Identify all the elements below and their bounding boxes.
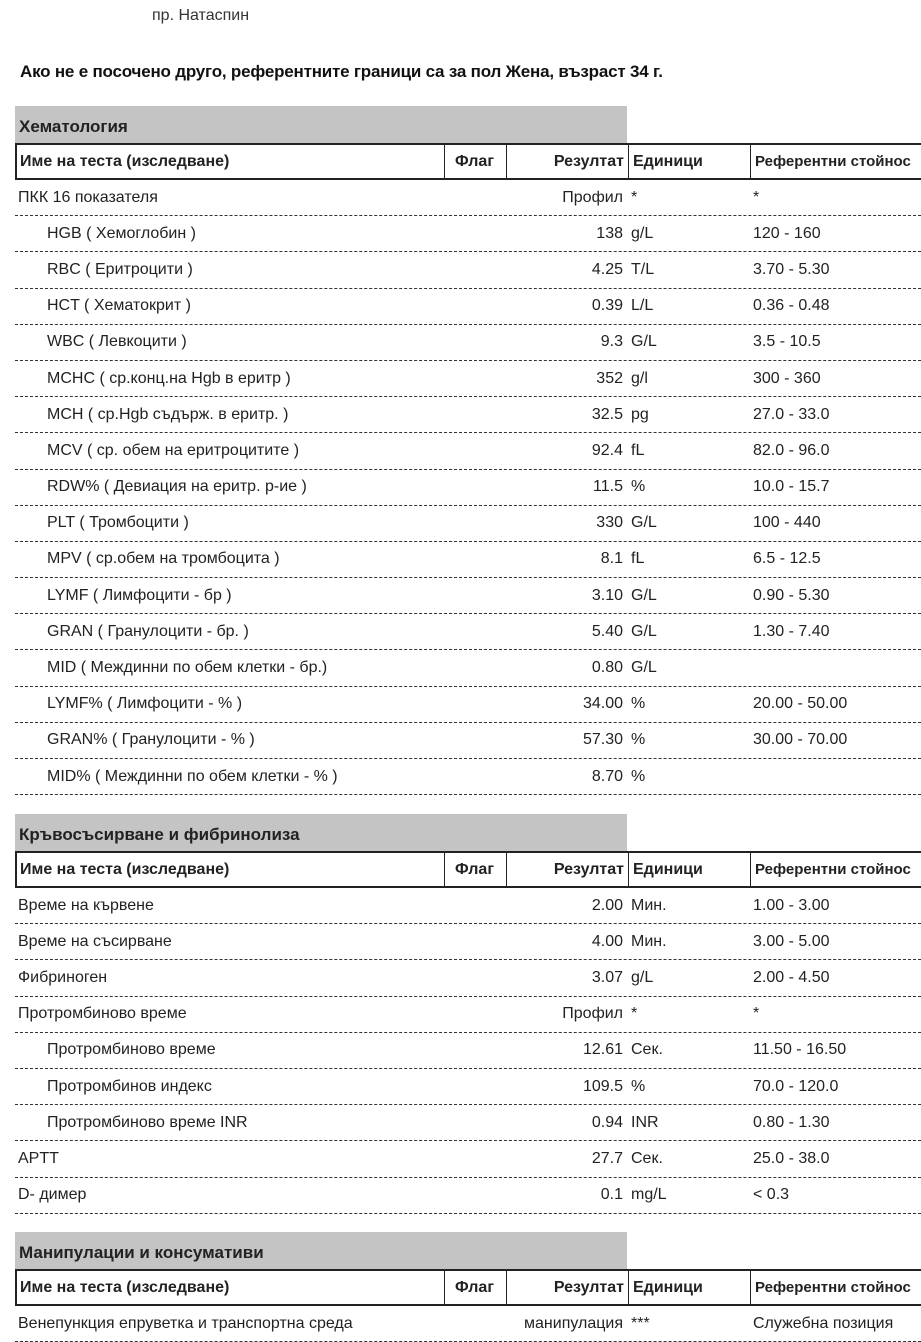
cell-result: Профил (562, 188, 623, 206)
cell-reference: 20.00 - 50.00 (753, 695, 848, 713)
table-row (15, 252, 921, 288)
table-row (15, 361, 921, 397)
cell-units: mg/L (631, 1186, 667, 1204)
cell-result: 92.4 (591, 441, 623, 459)
cell-units: G/L (631, 659, 657, 677)
table-row (15, 542, 921, 578)
cell-reference: 27.0 - 33.0 (753, 405, 830, 423)
table-row (15, 1069, 921, 1105)
cell-name: ПКК 16 показателя (18, 188, 158, 206)
results-section (15, 106, 921, 795)
section-title: Кръвосъсирване и фибринолиза (15, 814, 627, 851)
cell-name: MID% ( Междинни по обем клетки - % ) (47, 767, 338, 785)
table-row (15, 397, 921, 433)
cell-result: 109.5 (582, 1077, 623, 1095)
cell-result: 138 (596, 224, 623, 242)
cell-result: 330 (596, 514, 623, 532)
cell-reference: Служебна позиция (753, 1314, 894, 1332)
cell-units: T/L (631, 260, 655, 278)
cell-result: 3.10 (591, 586, 623, 604)
cell-reference: 300 - 360 (753, 369, 821, 387)
cell-name: Протромбиново време (47, 1041, 216, 1059)
cell-name: MID ( Междинни по обем клетки - бр.) (47, 659, 328, 677)
table-row (15, 650, 921, 686)
cell-reference: 1.30 - 7.40 (753, 622, 830, 640)
cell-units: fL (631, 441, 645, 459)
column-header-result: Резултат (507, 853, 629, 886)
cell-reference: * (753, 1005, 760, 1023)
table-row (15, 759, 921, 795)
column-header-units: Единици (629, 145, 751, 178)
section-title: Хематология (15, 106, 627, 143)
cell-name: Протромбинов индекс (47, 1077, 212, 1095)
cell-reference: 0.90 - 5.30 (753, 586, 830, 604)
table-row (15, 470, 921, 506)
cell-reference: 70.0 - 120.0 (753, 1077, 839, 1095)
cell-units: Мин. (631, 896, 667, 914)
cell-result: манипулация (524, 1314, 623, 1332)
cell-units: % (631, 478, 646, 496)
cell-units: % (631, 767, 646, 785)
table-row (15, 325, 921, 361)
reference-note: Ако не е посочено друго, референтните граници са за пол Жена, възраст 34 г. (20, 62, 663, 81)
column-header-reference: Референтни стойнос (755, 1279, 911, 1296)
cell-reference: 100 - 440 (753, 514, 821, 532)
cell-units: G/L (631, 333, 657, 351)
cell-result: 4.25 (591, 260, 623, 278)
table-row (15, 723, 921, 759)
cell-units: g/L (631, 968, 654, 986)
cell-result: 12.61 (582, 1041, 623, 1059)
cell-reference: 1.00 - 3.00 (753, 896, 830, 914)
results-section (15, 1232, 921, 1342)
cell-name: MPV ( ср.обем на тромбоцита ) (47, 550, 280, 568)
cell-units: % (631, 731, 646, 749)
cell-result: 0.94 (591, 1113, 623, 1131)
column-header-reference: Референтни стойнос (755, 153, 911, 170)
cell-name: Време на кървене (18, 896, 154, 914)
cell-units: g/L (631, 224, 654, 242)
cell-name: HGB ( Хемоглобин ) (47, 224, 196, 242)
cell-reference: 2.00 - 4.50 (753, 968, 830, 986)
cell-name: Венепункция епруветка и транспортна среда (18, 1314, 353, 1332)
cell-units: G/L (631, 586, 657, 604)
cell-name: HCT ( Хематокрит ) (47, 297, 191, 315)
column-header-units: Единици (629, 853, 751, 886)
column-header-reference: Референтни стойнос (755, 861, 911, 878)
cell-reference: 3.70 - 5.30 (753, 260, 830, 278)
table-row (15, 216, 921, 252)
cell-units: * (631, 1005, 638, 1023)
table-row (15, 506, 921, 542)
cell-result: 0.1 (600, 1186, 623, 1204)
cell-name: WBC ( Левкоцити ) (47, 333, 187, 351)
cell-units: L/L (631, 297, 654, 315)
cell-result: 8.70 (591, 767, 623, 785)
cell-reference: 120 - 160 (753, 224, 821, 242)
table-row (15, 1033, 921, 1069)
cell-name: MCHC ( ср.конц.на Hgb в еритр ) (47, 369, 291, 387)
cell-result: 27.7 (591, 1149, 623, 1167)
cell-result: 352 (596, 369, 623, 387)
table-row (15, 687, 921, 723)
cell-name: MCV ( ср. обем на еритроцитите ) (47, 441, 300, 459)
cell-units: INR (631, 1113, 659, 1131)
cell-units: g/l (631, 369, 648, 387)
cell-reference: 10.0 - 15.7 (753, 478, 830, 496)
cell-result: 3.07 (591, 968, 623, 986)
cell-result: 4.00 (591, 932, 623, 950)
cell-reference: 11.50 - 16.50 (753, 1041, 847, 1059)
cell-name: LYMF ( Лимфоцити - бр ) (47, 586, 232, 604)
table-row (15, 960, 921, 996)
cell-units: pg (631, 405, 649, 423)
section-title: Манипулации и консумативи (15, 1232, 627, 1269)
table-header (15, 1269, 921, 1306)
cell-result: 57.30 (582, 731, 623, 749)
table-row (15, 433, 921, 469)
table-row (15, 888, 921, 924)
column-header-name: Име на теста (изследване) (17, 853, 445, 886)
column-header-flag: Флаг (445, 1271, 507, 1304)
cell-name: MCH ( ср.Hgb съдърж. в еритр. ) (47, 405, 289, 423)
cell-units: fL (631, 550, 645, 568)
cell-reference: 6.5 - 12.5 (753, 550, 821, 568)
cell-result: 0.80 (591, 659, 623, 677)
cell-name: Време на съсирване (18, 932, 172, 950)
cell-reference: 30.00 - 70.00 (753, 731, 848, 749)
cell-name: PLT ( Тромбоцити ) (47, 514, 189, 532)
cell-reference: * (753, 188, 760, 206)
cell-units: G/L (631, 514, 657, 532)
cell-reference: < 0.3 (753, 1186, 790, 1204)
cell-result: 2.00 (591, 896, 623, 914)
table-row (15, 289, 921, 325)
cell-units: G/L (631, 622, 657, 640)
cell-name: Протромбиново време (18, 1005, 187, 1023)
cell-units: * (631, 188, 638, 206)
table-row (15, 578, 921, 614)
cell-name: RBC ( Еритроцити ) (47, 260, 193, 278)
table-row (15, 1306, 921, 1342)
cell-name: D- димер (18, 1186, 87, 1204)
table-header (15, 143, 921, 180)
cell-name: Протромбиново време INR (47, 1113, 248, 1131)
cell-name: GRAN ( Гранулоцити - бр. ) (47, 622, 249, 640)
cell-result: Профил (562, 1005, 623, 1023)
cell-result: 0.39 (591, 297, 623, 315)
cell-result: 34.00 (582, 695, 623, 713)
cell-result: 8.1 (600, 550, 623, 568)
table-row (15, 997, 921, 1033)
table-row (15, 1105, 921, 1141)
column-header-result: Резултат (507, 1271, 629, 1304)
cell-reference: 0.36 - 0.48 (753, 297, 830, 315)
cell-units: % (631, 1077, 646, 1095)
cell-units: Сек. (631, 1149, 663, 1167)
cell-reference: 3.00 - 5.00 (753, 932, 830, 950)
cell-result: 5.40 (591, 622, 623, 640)
cell-reference: 0.80 - 1.30 (753, 1113, 830, 1131)
table-row (15, 924, 921, 960)
table-row (15, 180, 921, 216)
cell-name: APTT (18, 1149, 59, 1167)
cell-name: RDW% ( Девиация на еритр. р-ие ) (47, 478, 307, 496)
column-header-name: Име на теста (изследване) (17, 145, 445, 178)
cell-units: Сек. (631, 1041, 663, 1059)
table-row (15, 1141, 921, 1177)
column-header-name: Име на теста (изследване) (17, 1271, 445, 1304)
cell-reference: 3.5 - 10.5 (753, 333, 821, 351)
results-section (15, 814, 921, 1214)
column-header-flag: Флаг (445, 853, 507, 886)
table-row (15, 1178, 921, 1214)
column-header-units: Единици (629, 1271, 751, 1304)
cell-result: 11.5 (593, 478, 623, 496)
cell-result: 32.5 (591, 405, 623, 423)
cell-name: LYMF% ( Лимфоцити - % ) (47, 695, 243, 713)
cell-units: % (631, 695, 646, 713)
table-header (15, 851, 921, 888)
cell-name: GRAN% ( Гранулоцити - % ) (47, 731, 255, 749)
cell-units: Мин. (631, 932, 667, 950)
doctor-name: пр. Натаспин (152, 7, 250, 24)
column-header-flag: Флаг (445, 145, 507, 178)
table-row (15, 614, 921, 650)
column-header-result: Резултат (507, 145, 629, 178)
cell-reference: 25.0 - 38.0 (753, 1149, 830, 1167)
cell-reference: 82.0 - 96.0 (753, 441, 830, 459)
cell-name: Фибриноген (18, 968, 108, 986)
cell-units: *** (631, 1314, 650, 1332)
cell-result: 9.3 (600, 333, 623, 351)
